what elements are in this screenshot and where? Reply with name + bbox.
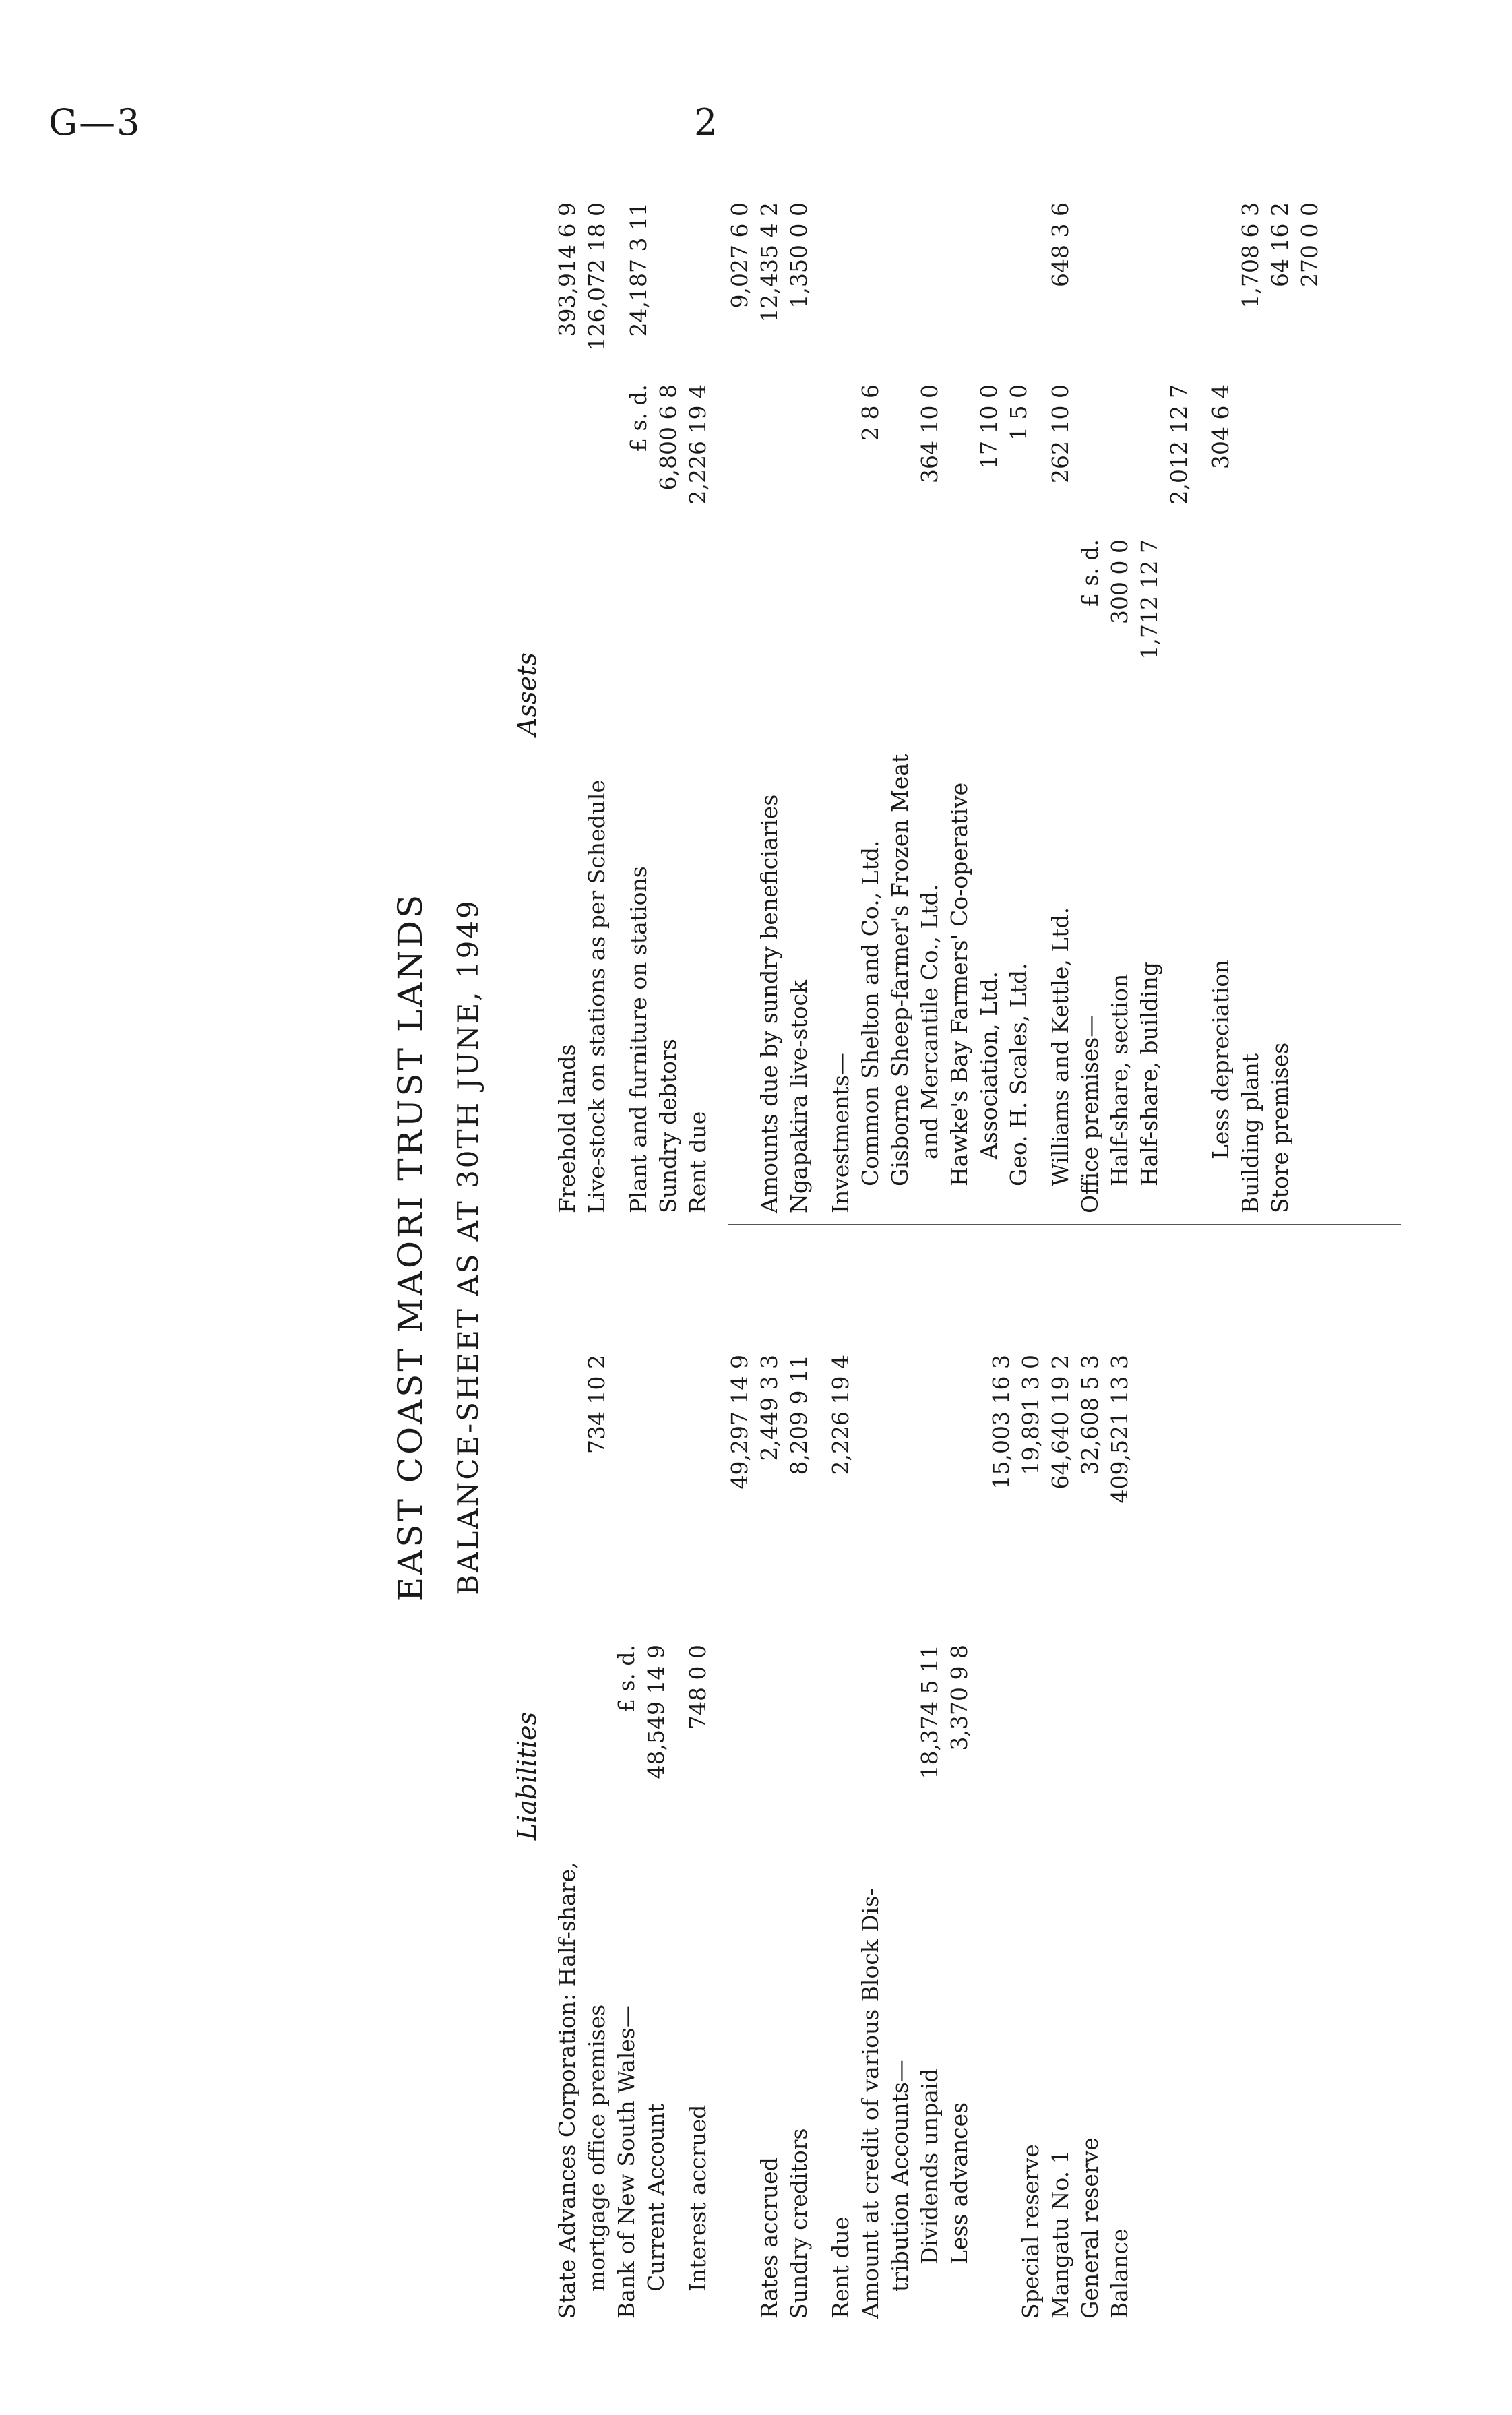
assets-row (654, 175, 683, 1213)
assets-row (1206, 175, 1236, 1213)
assets-amount-c2: 2,012 12 7 (1166, 384, 1192, 505)
liabilities-row (582, 1233, 612, 2319)
liabilities-label: Mangatu No. 1 (1047, 2149, 1073, 2319)
liabilities-amount-c3: 409,521 13 3 (1106, 1355, 1133, 1504)
liabilities-label: Rent due (827, 2216, 854, 2319)
assets-row (1105, 175, 1135, 1213)
assets-amount-c3: 648 3 6 (1047, 202, 1073, 287)
assets-label: Office premises— (1077, 1014, 1103, 1213)
assets-amount-c3: 24,187 3 11 (625, 202, 652, 337)
liabilities-row (1046, 1233, 1075, 2319)
assets-row (1075, 175, 1105, 1213)
assets-label: Hawke's Bay Farmers' Co-operative (946, 782, 972, 1186)
liabilities-label: Sundry creditors (786, 2128, 812, 2319)
assets-label: Association, Ltd. (976, 971, 1002, 1159)
assets-row (624, 175, 654, 1213)
assets-label: Live-stock on stations as per Schedule (584, 779, 610, 1213)
assets-row (1236, 175, 1265, 1213)
page-number: 2 (694, 101, 719, 144)
liabilities-panel (512, 1233, 1401, 2319)
liabilities-row (945, 1233, 974, 2319)
assets-label: Sundry debtors (655, 1039, 681, 1213)
assets-amount-c2: 1 5 0 (1005, 384, 1032, 441)
liabilities-amount-c1: 3,370 9 8 (946, 1645, 972, 1751)
assets-amount-c1: 300 0 0 (1106, 539, 1133, 624)
liabilities-amount-c1: 748 0 0 (685, 1645, 711, 1730)
assets-row (1295, 175, 1325, 1213)
liabilities-label: Amount at credit of various Block Dis- (857, 1888, 883, 2319)
assets-label: and Mercantile Co., Ltd. (916, 884, 943, 1159)
assets-label: Investments— (827, 1053, 854, 1213)
liabilities-amount-c1: £ s. d. (613, 1645, 639, 1713)
liabilities-amount-c3: 2,449 3 3 (756, 1355, 782, 1461)
liabilities-amount-c3: 2,226 19 4 (827, 1355, 854, 1475)
liabilities-label: mortgage office premises (584, 2004, 610, 2292)
liabilities-label: Bank of New South Wales— (613, 2005, 639, 2319)
assets-label: Amounts due by sundry beneficiaries (756, 794, 782, 1213)
assets-amount-c3: 1,350 0 0 (786, 202, 812, 309)
liabilities-row (553, 1233, 582, 2319)
assets-rows (553, 175, 1325, 1213)
liabilities-row (612, 1233, 641, 2319)
assets-row (725, 175, 755, 1213)
assets-amount-c3: 270 0 0 (1296, 202, 1323, 287)
assets-label: Half-share, section (1106, 973, 1133, 1186)
assets-row (1135, 175, 1164, 1213)
assets-label: Half-share, building (1136, 962, 1162, 1186)
document-title: EAST COAST MAORI TRUST LANDS (391, 892, 430, 1602)
assets-panel (512, 175, 1401, 1213)
assets-row (856, 175, 885, 1213)
assets-label: Williams and Kettle, Ltd. (1047, 907, 1073, 1186)
liabilities-row (826, 1233, 856, 2319)
liabilities-heading: Liabilities (512, 1711, 542, 1841)
assets-row (784, 175, 814, 1213)
liabilities-amount-c3: 19,891 3 0 (1017, 1355, 1044, 1475)
assets-amount-c1: 1,712 12 7 (1136, 539, 1162, 660)
assets-label: Ngapakira live-stock (786, 980, 812, 1213)
assets-amount-c2: 2,226 19 4 (685, 384, 711, 505)
liabilities-row (1075, 1233, 1105, 2319)
assets-amount-c3: 12,435 4 2 (756, 202, 782, 323)
assets-label: Freehold lands (554, 1044, 580, 1213)
assets-row (1164, 175, 1194, 1213)
liabilities-row (784, 1233, 814, 2319)
assets-label: Geo. H. Scales, Ltd. (1005, 962, 1032, 1186)
liabilities-row (683, 1233, 713, 2319)
liabilities-label: State Advances Corporation: Half-share, (554, 1862, 580, 2319)
liabilities-row (885, 1233, 915, 2319)
assets-amount-c3: 1,708 6 3 (1237, 202, 1263, 309)
liabilities-label: Interest accrued (685, 2104, 711, 2292)
assets-row (1265, 175, 1295, 1213)
assets-amount-c2: 304 6 4 (1207, 384, 1234, 469)
assets-label: Building plant (1237, 1053, 1263, 1213)
liabilities-rows (553, 1233, 1135, 2319)
assets-label: Less depreciation (1207, 959, 1234, 1159)
assets-heading: Assets (512, 652, 542, 736)
liabilities-row (641, 1233, 671, 2319)
liabilities-row (856, 1233, 885, 2319)
liabilities-row (1105, 1233, 1135, 2319)
assets-amount-c2: 17 10 0 (976, 384, 1002, 469)
liabilities-label: Dividends unpaid (916, 2068, 943, 2265)
document-subtitle: BALANCE-SHEET AS AT 30TH JUNE, 1949 (451, 898, 484, 1595)
assets-row (945, 175, 974, 1213)
assets-amount-c1: £ s. d. (1077, 539, 1103, 608)
liabilities-amount-c3: 32,608 5 3 (1077, 1355, 1103, 1475)
balance-sheet (377, 175, 1401, 2319)
liabilities-row (986, 1233, 1016, 2319)
liabilities-amount-c1: 48,549 14 9 (643, 1645, 669, 1779)
liabilities-row (915, 1233, 945, 2319)
assets-amount-c2: 262 10 0 (1047, 384, 1073, 483)
assets-amount-c3: 64 16 2 (1267, 202, 1293, 287)
assets-row (974, 175, 1004, 1213)
column-divider (728, 1224, 1401, 1225)
liabilities-amount-c3: 64,640 19 2 (1047, 1355, 1073, 1490)
liabilities-label: General reserve (1077, 2137, 1103, 2319)
assets-row (755, 175, 784, 1213)
assets-amount-c2: 2 8 6 (857, 384, 883, 441)
liabilities-amount-c3: 49,297 14 9 (726, 1355, 753, 1490)
assets-row (915, 175, 945, 1213)
liabilities-row (725, 1233, 755, 2319)
assets-label: Plant and furniture on stations (625, 866, 652, 1213)
liabilities-row (755, 1233, 784, 2319)
liabilities-label: Current Account (643, 2103, 669, 2292)
assets-amount-c2: 364 10 0 (916, 384, 943, 483)
assets-row (1046, 175, 1075, 1213)
page-reference: G—3 (49, 101, 141, 144)
assets-row (553, 175, 582, 1213)
liabilities-row (1016, 1233, 1046, 2319)
assets-label: Common Shelton and Co., Ltd. (857, 840, 883, 1186)
assets-amount-c2: 6,800 6 8 (655, 384, 681, 491)
assets-label: Gisborne Sheep-farmer's Frozen Meat (887, 754, 913, 1186)
liabilities-label: Rates accrued (756, 2157, 782, 2319)
liabilities-amount-c3: 8,209 9 11 (786, 1355, 812, 1475)
liabilities-label: tribution Accounts— (887, 2060, 913, 2292)
assets-row (826, 175, 856, 1213)
liabilities-amount-c3: 15,003 16 3 (988, 1355, 1014, 1490)
liabilities-label: Special reserve (1017, 2144, 1044, 2319)
assets-row (1004, 175, 1034, 1213)
liabilities-amount-c1: 18,374 5 11 (916, 1645, 943, 1779)
assets-amount-c3: 393,914 6 9 (554, 202, 580, 337)
assets-label: Store premises (1267, 1042, 1293, 1213)
assets-row (683, 175, 713, 1213)
assets-amount-c2: £ s. d. (625, 384, 652, 453)
liabilities-label: Balance (1106, 2228, 1133, 2319)
assets-row (582, 175, 612, 1213)
assets-row (885, 175, 915, 1213)
liabilities-label: Less advances (946, 2102, 972, 2265)
assets-amount-c3: 126,072 18 0 (584, 202, 610, 351)
assets-label: Rent due (685, 1111, 711, 1213)
assets-amount-c3: 9,027 6 0 (726, 202, 753, 309)
liabilities-amount-c3: 734 10 2 (584, 1355, 610, 1454)
